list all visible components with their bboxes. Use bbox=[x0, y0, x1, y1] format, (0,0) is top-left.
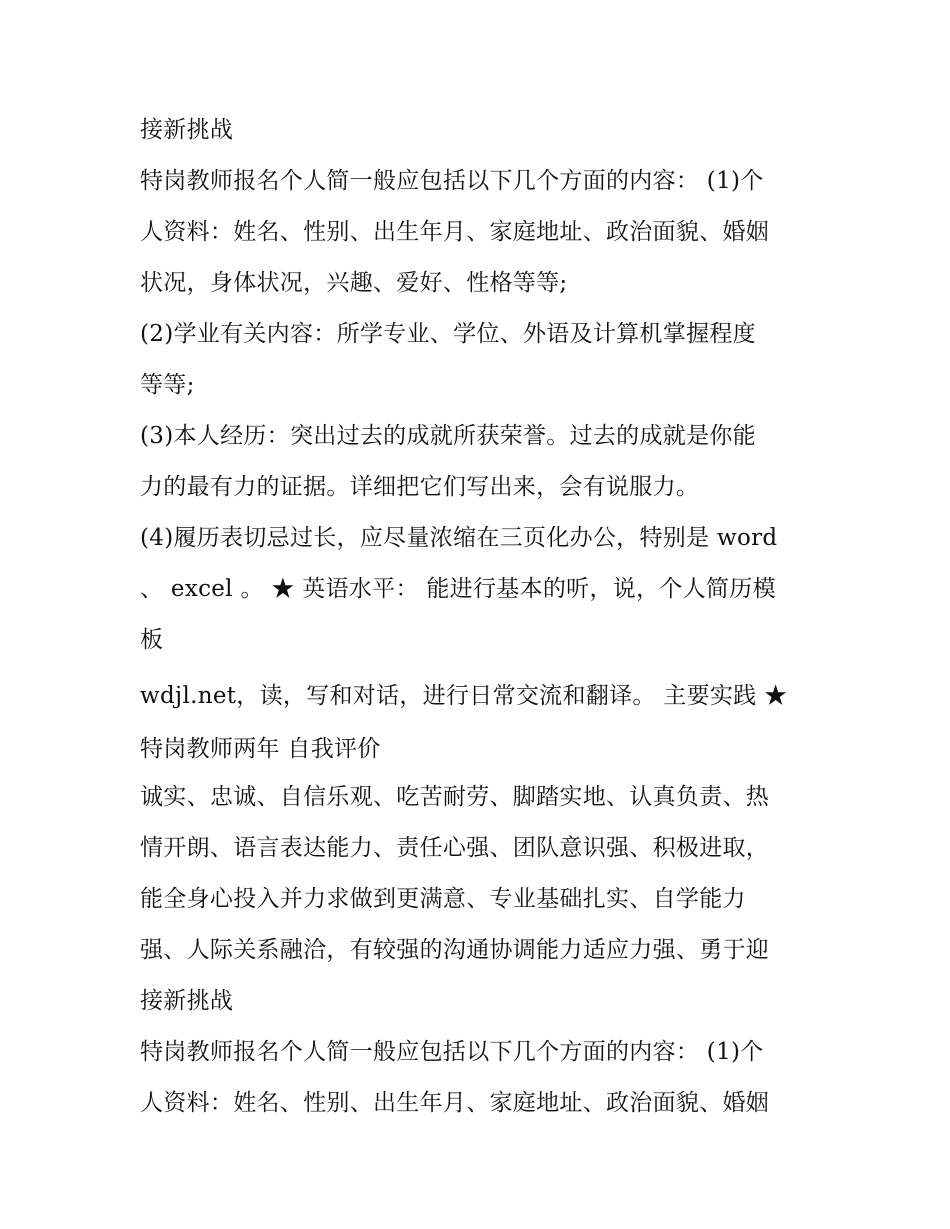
text-line: (4)履历表切忌过长，应尽量浓缩在三页化办公，特别是 word bbox=[140, 525, 778, 551]
text-line: 能全身心投入并力求做到更满意、专业基础扎实、自学能力 bbox=[140, 886, 746, 912]
text-line: 特岗教师报名个人简一般应包括以下几个方面的内容： (1)个 bbox=[140, 168, 764, 194]
text-line: 接新挑战 bbox=[140, 117, 234, 143]
text-line: 特岗教师两年 自我评价 bbox=[140, 736, 381, 762]
text-line: 人资料：姓名、性别、出生年月、家庭地址、政治面貌、婚姻 bbox=[140, 219, 770, 245]
text-line: 特岗教师报名个人简一般应包括以下几个方面的内容： (1)个 bbox=[140, 1039, 764, 1065]
text-line: (3)本人经历：突出过去的成就所获荣誉。过去的成就是你能 bbox=[140, 423, 756, 449]
text-line: 情开朗、语言表达能力、责任心强、团队意识强、积极进取， bbox=[140, 835, 770, 861]
text-line: 力的最有力的证据。详细把它们写出来，会有说服力。 bbox=[140, 474, 700, 500]
document-body bbox=[140, 105, 820, 1129]
text-line: (2)学业有关内容：所学专业、学位、外语及计算机掌握程度 bbox=[140, 321, 756, 347]
text-line: 、 excel 。 ★ 英语水平： 能进行基本的听，说，个人简历模 bbox=[140, 576, 776, 602]
text-line: 人资料：姓名、性别、出生年月、家庭地址、政治面貌、婚姻 bbox=[140, 1090, 770, 1116]
text-line: 接新挑战 bbox=[140, 988, 234, 1014]
text-line: 强、人际关系融洽，有较强的沟通协调能力适应力强、勇于迎 bbox=[140, 937, 770, 963]
text-line: 等等; bbox=[140, 372, 195, 398]
text-line: 诚实、忠诚、自信乐观、吃苦耐劳、脚踏实地、认真负责、热 bbox=[140, 784, 770, 810]
text-line: 状况，身体状况，兴趣、爱好、性格等等; bbox=[140, 270, 568, 296]
text-line: wdjl.net，读，写和对话，进行日常交流和翻译。 主要实践 ★ bbox=[140, 683, 788, 709]
text-line: 板 bbox=[140, 627, 164, 653]
